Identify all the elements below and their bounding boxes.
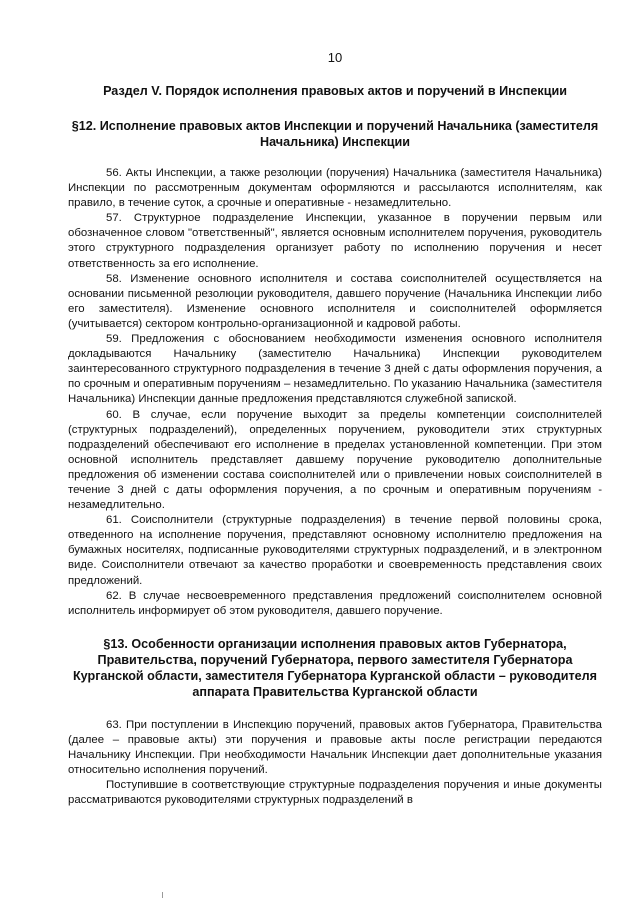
section-title: Раздел V. Порядок исполнения правовых актов и поручений в Инспекции	[103, 84, 567, 98]
document-page	[68, 50, 602, 808]
paragraph-57: 57. Структурное подразделение Инспекции, указанное в поручении первым или обозначенное словом "ответственный", является основным исполнителем поручения, руководитель этого структурного подразделения организует работу по исполнению поручения и несет ответственность за его исполнение.	[68, 212, 602, 270]
paragraph-63: 63. При поступлении в Инспекцию поручений, правовых актов Губернатора, Правительства (далее – правовые акты) эти поручения и правовые акты после регистрации передаются Начальнику Инспекции. При необходимости Начальник Инспекции дает дополнительные указания относительно исполнения поручений.	[68, 718, 602, 777]
paragraph-59: 59. Предложения с обоснованием необходимости изменения основного исполнителя докладываются Начальнику (заместителю Начальника) Инспекции руководителем заинтересованного структурного подразделения в течение 3 дней с даты оформления поручения, а по срочным и оперативным поручениям – незамедлительно. По указанию Начальника (заместителя Начальника) Инспекции данные предложения представляются служебной запиской.	[68, 333, 602, 406]
scan-mark	[162, 892, 163, 898]
paragraph-56: 56. Акты Инспекции, а также резолюции (поручения) Начальника (заместителя Начальника) Инспекции по рассмотренным документам оформляются и рассылаются исполнителям, как правило, в течение суток, а срочные и оперативные - незамедлительно.	[68, 167, 602, 210]
paragraph-62: 62. В случае несвоевременного представления предложений соисполнителем основной исполнитель информирует об этом руководителя, давшего поручение.	[68, 589, 602, 617]
heading-section-13: §13. Особенности организации исполнения правовых актов Губернатора, Правительства, поручений Губернатора, первого заместителя Губернатора Курганской области, заместителя Губернатора Курганской области – руководителя аппарата Правительства Курганской области	[73, 636, 597, 699]
paragraph-60: 60. В случае, если поручение выходит за пределы компетенции соисполнителей (структурных подразделений), определенных поручением, руководители этих структурных подразделений обеспечивают его исполнение в пределах установленной компетенции. При этом основной исполнитель представляет давшему поручение руководителю дополнительные предложения об изменении состава соисполнителей или о привлечении новых соисполнителей в течение 3 дней с даты оформления поручения, а по срочным и оперативным поручениям - незамедлительно.	[68, 408, 602, 512]
heading-section-12: §12. Исполнение правовых актов Инспекции и поручений Начальника (заместителя Начальника) Инспекции	[71, 119, 599, 149]
paragraph-58: 58. Изменение основного исполнителя и состава соисполнителей осуществляется на основании письменной резолюции руководителя, давшего поручение (Начальника Инспекции либо его заместителя). Изменение основного исполнителя и соисполнителей оформляется (учитывается) сектором контрольно-организационной и кадровой работы.	[68, 272, 602, 330]
paragraph-61: 61. Соисполнители (структурные подразделения) в течение первой половины срока, отведенного на исполнение поручения, представляют основному исполнителю предложения на бумажных носителях, подписанные руководителями структурных подразделений, и в электронном виде. Соисполнители отвечают за качество проработки и своевременность представления своих предложений.	[68, 514, 602, 587]
page-number: 10	[327, 50, 343, 65]
paragraph-continuation: Поступившие в соответствующие структурные подразделения поручения и иные документы рассматриваются руководителями структурных подразделений в	[68, 779, 602, 807]
